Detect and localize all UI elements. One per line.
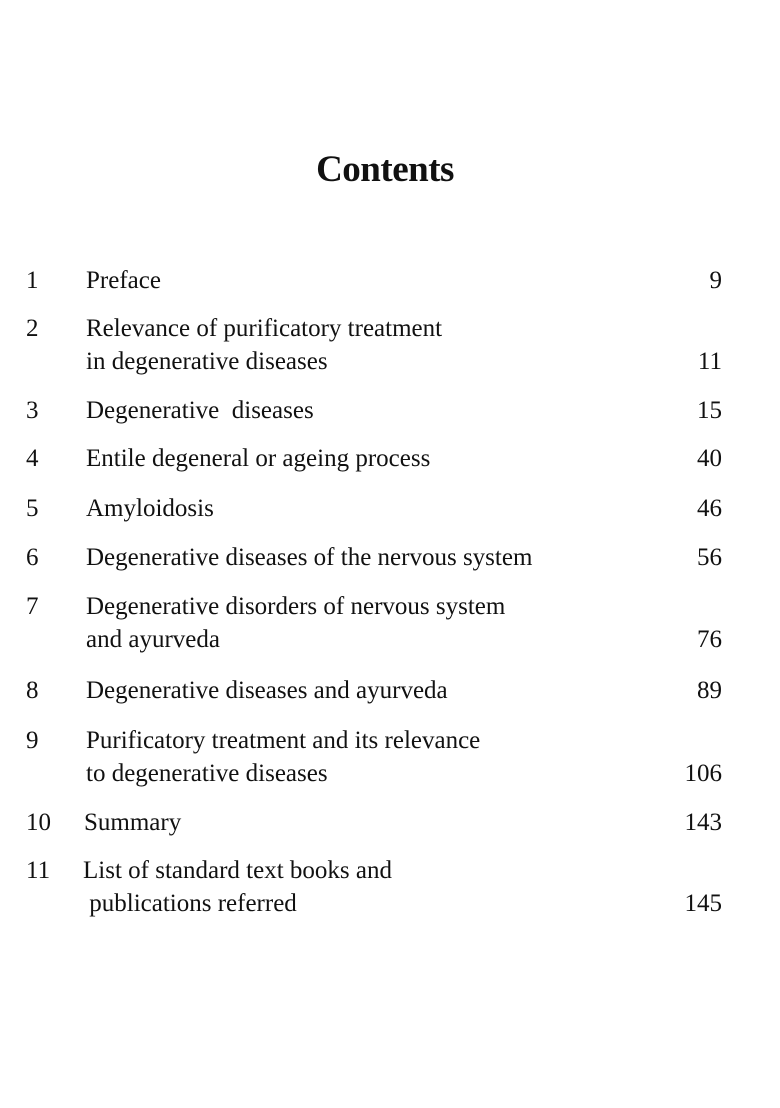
- entry-number: 1: [26, 267, 39, 294]
- entry-page: 40: [697, 445, 722, 472]
- entry-number: 5: [26, 495, 39, 522]
- entry-number: 4: [26, 445, 39, 472]
- entry-title: Summary: [84, 809, 182, 836]
- toc-entry: [0, 312, 780, 378]
- entry-title: Degenerative diseases of the nervous system: [86, 544, 533, 571]
- entry-number: 10: [26, 809, 51, 836]
- toc-entry: [0, 264, 780, 297]
- toc-entry: [0, 724, 780, 790]
- entry-title: Degenerative diseases and ayurveda: [86, 677, 448, 704]
- entry-page: 56: [697, 544, 722, 571]
- toc-entry: [0, 394, 780, 427]
- entry-number: 6: [26, 544, 39, 571]
- entry-title: List of standard text books and: [83, 857, 392, 884]
- entry-title: Entile degeneral or ageing process: [86, 445, 431, 472]
- entry-title: Preface: [86, 267, 161, 294]
- toc-entry: [0, 442, 780, 475]
- entry-page: 106: [684, 760, 722, 787]
- entry-title-cont: publications referred: [83, 890, 297, 917]
- toc-entry: [0, 854, 780, 920]
- entry-page: 46: [697, 495, 722, 522]
- toc-entry: [0, 541, 780, 574]
- entry-number: 9: [26, 727, 39, 754]
- toc-entry: [0, 590, 780, 656]
- entry-title: Degenerative diseases: [86, 397, 314, 424]
- entry-number: 3: [26, 397, 39, 424]
- entry-title-cont: and ayurveda: [86, 626, 220, 653]
- page-title: Contents: [316, 149, 454, 190]
- toc-entry: [0, 492, 780, 525]
- entry-page: 11: [697, 348, 722, 375]
- entry-title: Relevance of purificatory treatment: [86, 315, 443, 342]
- entry-page: 76: [697, 626, 722, 653]
- entry-number: 2: [26, 315, 39, 342]
- entry-number: 7: [26, 593, 39, 620]
- entry-page: 143: [684, 809, 722, 836]
- entry-title: Purificatory treatment and its relevance: [86, 727, 481, 754]
- toc-entry: [0, 806, 780, 839]
- toc-entry: [0, 674, 780, 707]
- entry-title: Degenerative disorders of nervous system: [86, 593, 506, 620]
- entry-number: 8: [26, 677, 39, 704]
- entry-title: Amyloidosis: [86, 495, 214, 522]
- entry-page: 145: [684, 890, 722, 917]
- entry-page: 9: [709, 267, 722, 294]
- entry-page: 15: [697, 397, 722, 424]
- entry-page: 89: [697, 677, 722, 704]
- entry-title-cont: to degenerative diseases: [86, 760, 328, 787]
- entry-title-cont: in degenerative diseases: [86, 348, 328, 375]
- entry-number: 11: [26, 857, 51, 884]
